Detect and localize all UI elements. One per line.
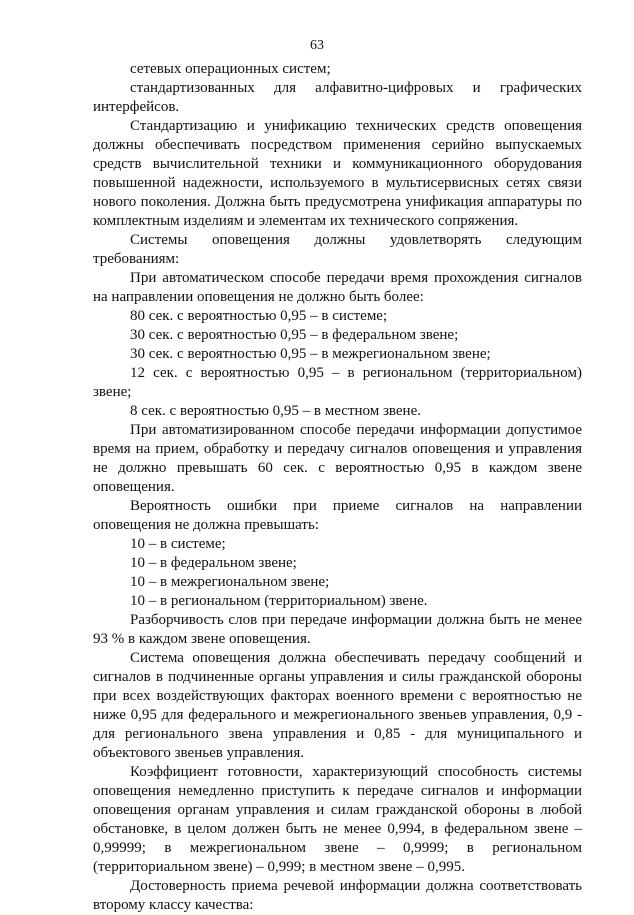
page-body: [93, 60, 582, 915]
list-item: 30 сек. с вероятностью 0,95 – в межрегиональном звене;: [130, 346, 491, 362]
paragraph: При автоматическом способе передачи время прохождения сигналов на направлении оповещения не должно быть более:: [93, 270, 582, 305]
paragraph: Системы оповещения должны удовлетворять следующим требованиям:: [93, 232, 582, 267]
paragraph: сетевых операционных систем;: [130, 61, 331, 77]
paragraph: Разборчивость слов при передаче информации должна быть не менее 93 % в каждом звене оповещения.: [93, 612, 582, 647]
list-item: 8 сек. с вероятностью 0,95 – в местном звене.: [130, 403, 421, 419]
list-item: 80 сек. с вероятностью 0,95 – в системе;: [130, 308, 388, 324]
list-item: 10 – в межрегиональном звене;: [130, 574, 330, 590]
paragraph: Стандартизацию и унификацию технических средств оповещения должны обеспечивать посредством применения серийно выпускаемых средств вычислительной техники и коммуникационного оборудования повышенной надежности, используемого в мультисервисных сетях связи нового поколения. Должна быть предусмотрена унификация аппаратуры по комплектным изделиям и элементам их технического сопряжения.: [93, 118, 582, 229]
paragraph: Вероятность ошибки при приеме сигналов на направлении оповещения не должна превышать:: [93, 498, 582, 533]
paragraph: Система оповещения должна обеспечивать передачу сообщений и сигналов в подчиненные органы управления и силы гражданской обороны при всех воздействующих факторах военного времени с вероятностью не ниже 0,95 для федерального и межрегионального звеньев управления, 0,9 - для регионального звена управления и 0,85 - для муниципального и объектового звеньев управления.: [93, 650, 582, 761]
paragraph: При автоматизированном способе передачи информации допустимое время на прием, обработку и передачу сигналов оповещения и управления не должно превышать 60 сек. с вероятностью 0,95 в каждом звене оповещения.: [93, 422, 582, 495]
list-item: 10 – в системе;: [130, 536, 226, 552]
paragraph: Коэффициент готовности, характеризующий способность системы оповещения немедленно приступить к передаче сигналов и информации оповещения органам управления и силам гражданской обороны в любой обстановке, в целом должен быть не менее 0,994, в федеральном звене – 0,99999; в межрегиональном звене – 0,9999; в региональном (территориальном звене) – 0,999; в местном звене – 0,995.: [93, 764, 582, 875]
paragraph: стандартизованных для алфавитно-цифровых и графических интерфейсов.: [93, 80, 582, 115]
list-item: 12 сек. с вероятностью 0,95 – в региональном (территориальном) звене;: [93, 365, 582, 400]
paragraph: Достоверность приема речевой информации должна соответствовать второму классу качества:: [93, 878, 582, 913]
list-item: 10 – в региональном (территориальном) звене.: [130, 593, 428, 609]
page-number: 63: [310, 38, 324, 53]
list-item: 10 – в федеральном звене;: [130, 555, 297, 571]
list-item: 30 сек. с вероятностью 0,95 – в федеральном звене;: [130, 327, 459, 343]
